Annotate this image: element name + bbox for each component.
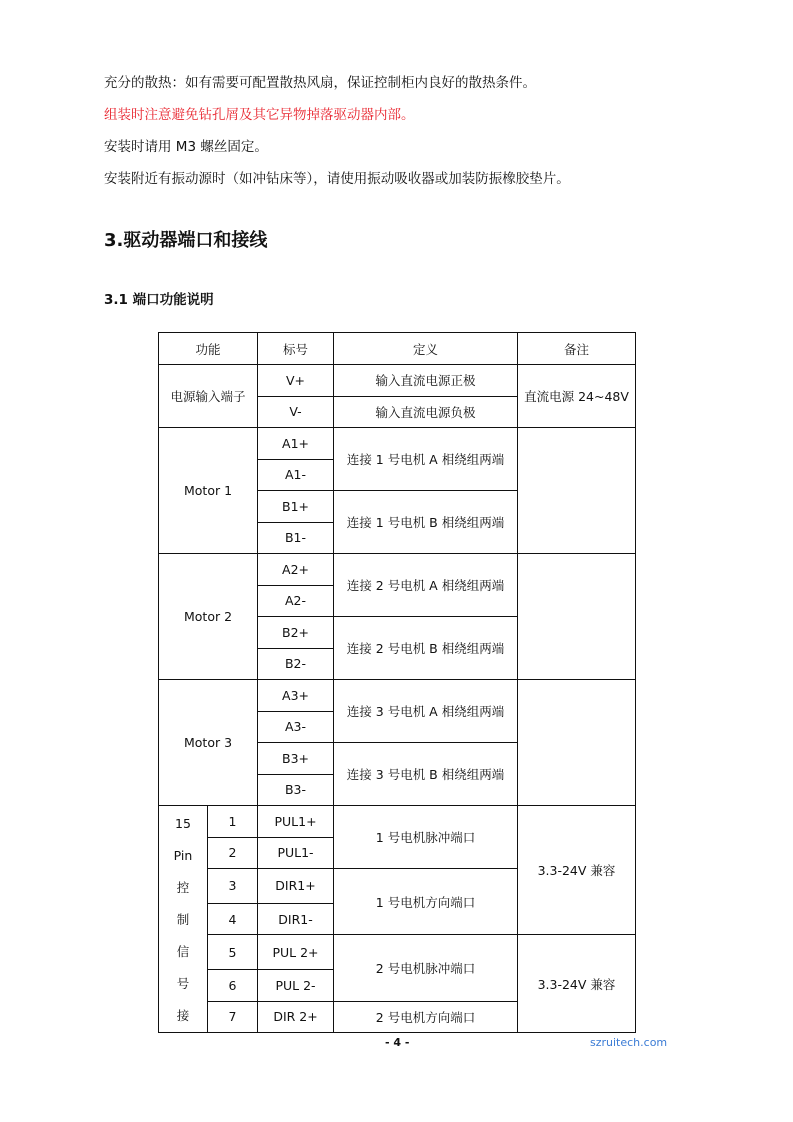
- power-def-negative: 输入直流电源负极: [334, 396, 518, 428]
- motor3-label: B3+: [258, 743, 334, 775]
- pin-number: 7: [208, 1001, 258, 1033]
- pin-label: DIR1-: [258, 903, 334, 935]
- vertical-label-char: 号: [176, 976, 190, 991]
- motor2-def-b: 连接 2 号电机 B 相绕组两端: [334, 617, 518, 680]
- power-label-negative: V-: [258, 396, 334, 428]
- vertical-label-char: 接: [176, 1008, 190, 1023]
- paragraph-assembly-warning: 组装时注意避免钻孔屑及其它异物掉落驱动器内部。: [104, 107, 415, 123]
- table-row: [159, 554, 636, 586]
- pin-number: 6: [208, 970, 258, 1002]
- pin-label: PUL 2+: [258, 935, 334, 970]
- pin-label: DIR 2+: [258, 1001, 334, 1033]
- page-number: - 4 -: [385, 1036, 410, 1049]
- paragraph-heat-dissipation: 充分的散热：如有需要可配置散热风扇，保证控制柜内良好的散热条件。: [104, 75, 536, 91]
- pin-label: DIR1+: [258, 869, 334, 904]
- power-note: 直流电源 24~48V: [518, 365, 636, 428]
- motor3-label: A3+: [258, 680, 334, 712]
- vertical-label-char: 控: [176, 880, 190, 895]
- motor2-def-a: 连接 2 号电机 A 相绕组两端: [334, 554, 518, 617]
- pin-label: PUL1-: [258, 837, 334, 869]
- motor2-label: A2-: [258, 585, 334, 617]
- vertical-label-char: 15: [175, 816, 191, 831]
- motor2-note: [518, 554, 636, 680]
- power-label-positive: V+: [258, 365, 334, 397]
- power-def-positive: 输入直流电源正极: [334, 365, 518, 397]
- vertical-label-char: Pin: [173, 848, 193, 863]
- def-dir2: 2 号电机方向端口: [334, 1001, 518, 1033]
- motor3-note: [518, 680, 636, 806]
- pin-number: 3: [208, 869, 258, 904]
- port-function-table: [158, 332, 636, 1033]
- table-row: [159, 428, 636, 460]
- motor2-name: Motor 2: [159, 554, 258, 680]
- motor2-label: A2+: [258, 554, 334, 586]
- pin-number: 1: [208, 806, 258, 838]
- table-row: [159, 806, 636, 838]
- header-label: 标号: [258, 333, 334, 365]
- motor3-def-b: 连接 3 号电机 B 相绕组两端: [334, 743, 518, 806]
- table-row: [159, 935, 636, 970]
- motor1-label: B1-: [258, 522, 334, 554]
- motor3-name: Motor 3: [159, 680, 258, 806]
- motor1-label: B1+: [258, 491, 334, 523]
- table-header-row: [159, 333, 636, 365]
- vertical-label-char: 制: [176, 912, 190, 927]
- motor2-label: B2-: [258, 648, 334, 680]
- motor1-def-a: 连接 1 号电机 A 相绕组两端: [334, 428, 518, 491]
- def-pul1: 1 号电机脉冲端口: [334, 806, 518, 869]
- table-row: [159, 680, 636, 712]
- motor2-label: B2+: [258, 617, 334, 649]
- pin-number: 2: [208, 837, 258, 869]
- motor3-label: A3-: [258, 711, 334, 743]
- def-pul2: 2 号电机脉冲端口: [334, 935, 518, 1001]
- pin-number: 4: [208, 903, 258, 935]
- pin-label: PUL1+: [258, 806, 334, 838]
- motor3-def-a: 连接 3 号电机 A 相绕组两端: [334, 680, 518, 743]
- motor1-note: [518, 428, 636, 554]
- header-definition: 定义: [334, 333, 518, 365]
- paragraph-m3-screws: 安装时请用 M3 螺丝固定。: [104, 139, 268, 155]
- control-note-2: 3.3-24V 兼容: [518, 935, 636, 1033]
- motor1-label: A1+: [258, 428, 334, 460]
- header-note: 备注: [518, 333, 636, 365]
- def-dir1: 1 号电机方向端口: [334, 869, 518, 935]
- section-title: 3.驱动器端口和接线: [104, 230, 268, 251]
- motor3-label: B3-: [258, 774, 334, 806]
- subsection-title: 3.1 端口功能说明: [104, 292, 214, 308]
- pin-label: PUL 2-: [258, 970, 334, 1002]
- pin-number: 5: [208, 935, 258, 970]
- power-input-function: 电源输入端子: [159, 365, 258, 428]
- motor1-label: A1-: [258, 459, 334, 491]
- header-function: 功能: [159, 333, 258, 365]
- motor1-name: Motor 1: [159, 428, 258, 554]
- table-row: [159, 365, 636, 397]
- control-note-1: 3.3-24V 兼容: [518, 806, 636, 935]
- vertical-label-char: 信: [176, 944, 190, 959]
- footer-url: szruitech.com: [590, 1036, 668, 1049]
- motor1-def-b: 连接 1 号电机 B 相绕组两端: [334, 491, 518, 554]
- paragraph-vibration: 安装附近有振动源时（如冲钻床等），请使用振动吸收器或加装防振橡胶垫片。: [104, 171, 570, 187]
- control-signal-vertical-label: [159, 806, 208, 1033]
